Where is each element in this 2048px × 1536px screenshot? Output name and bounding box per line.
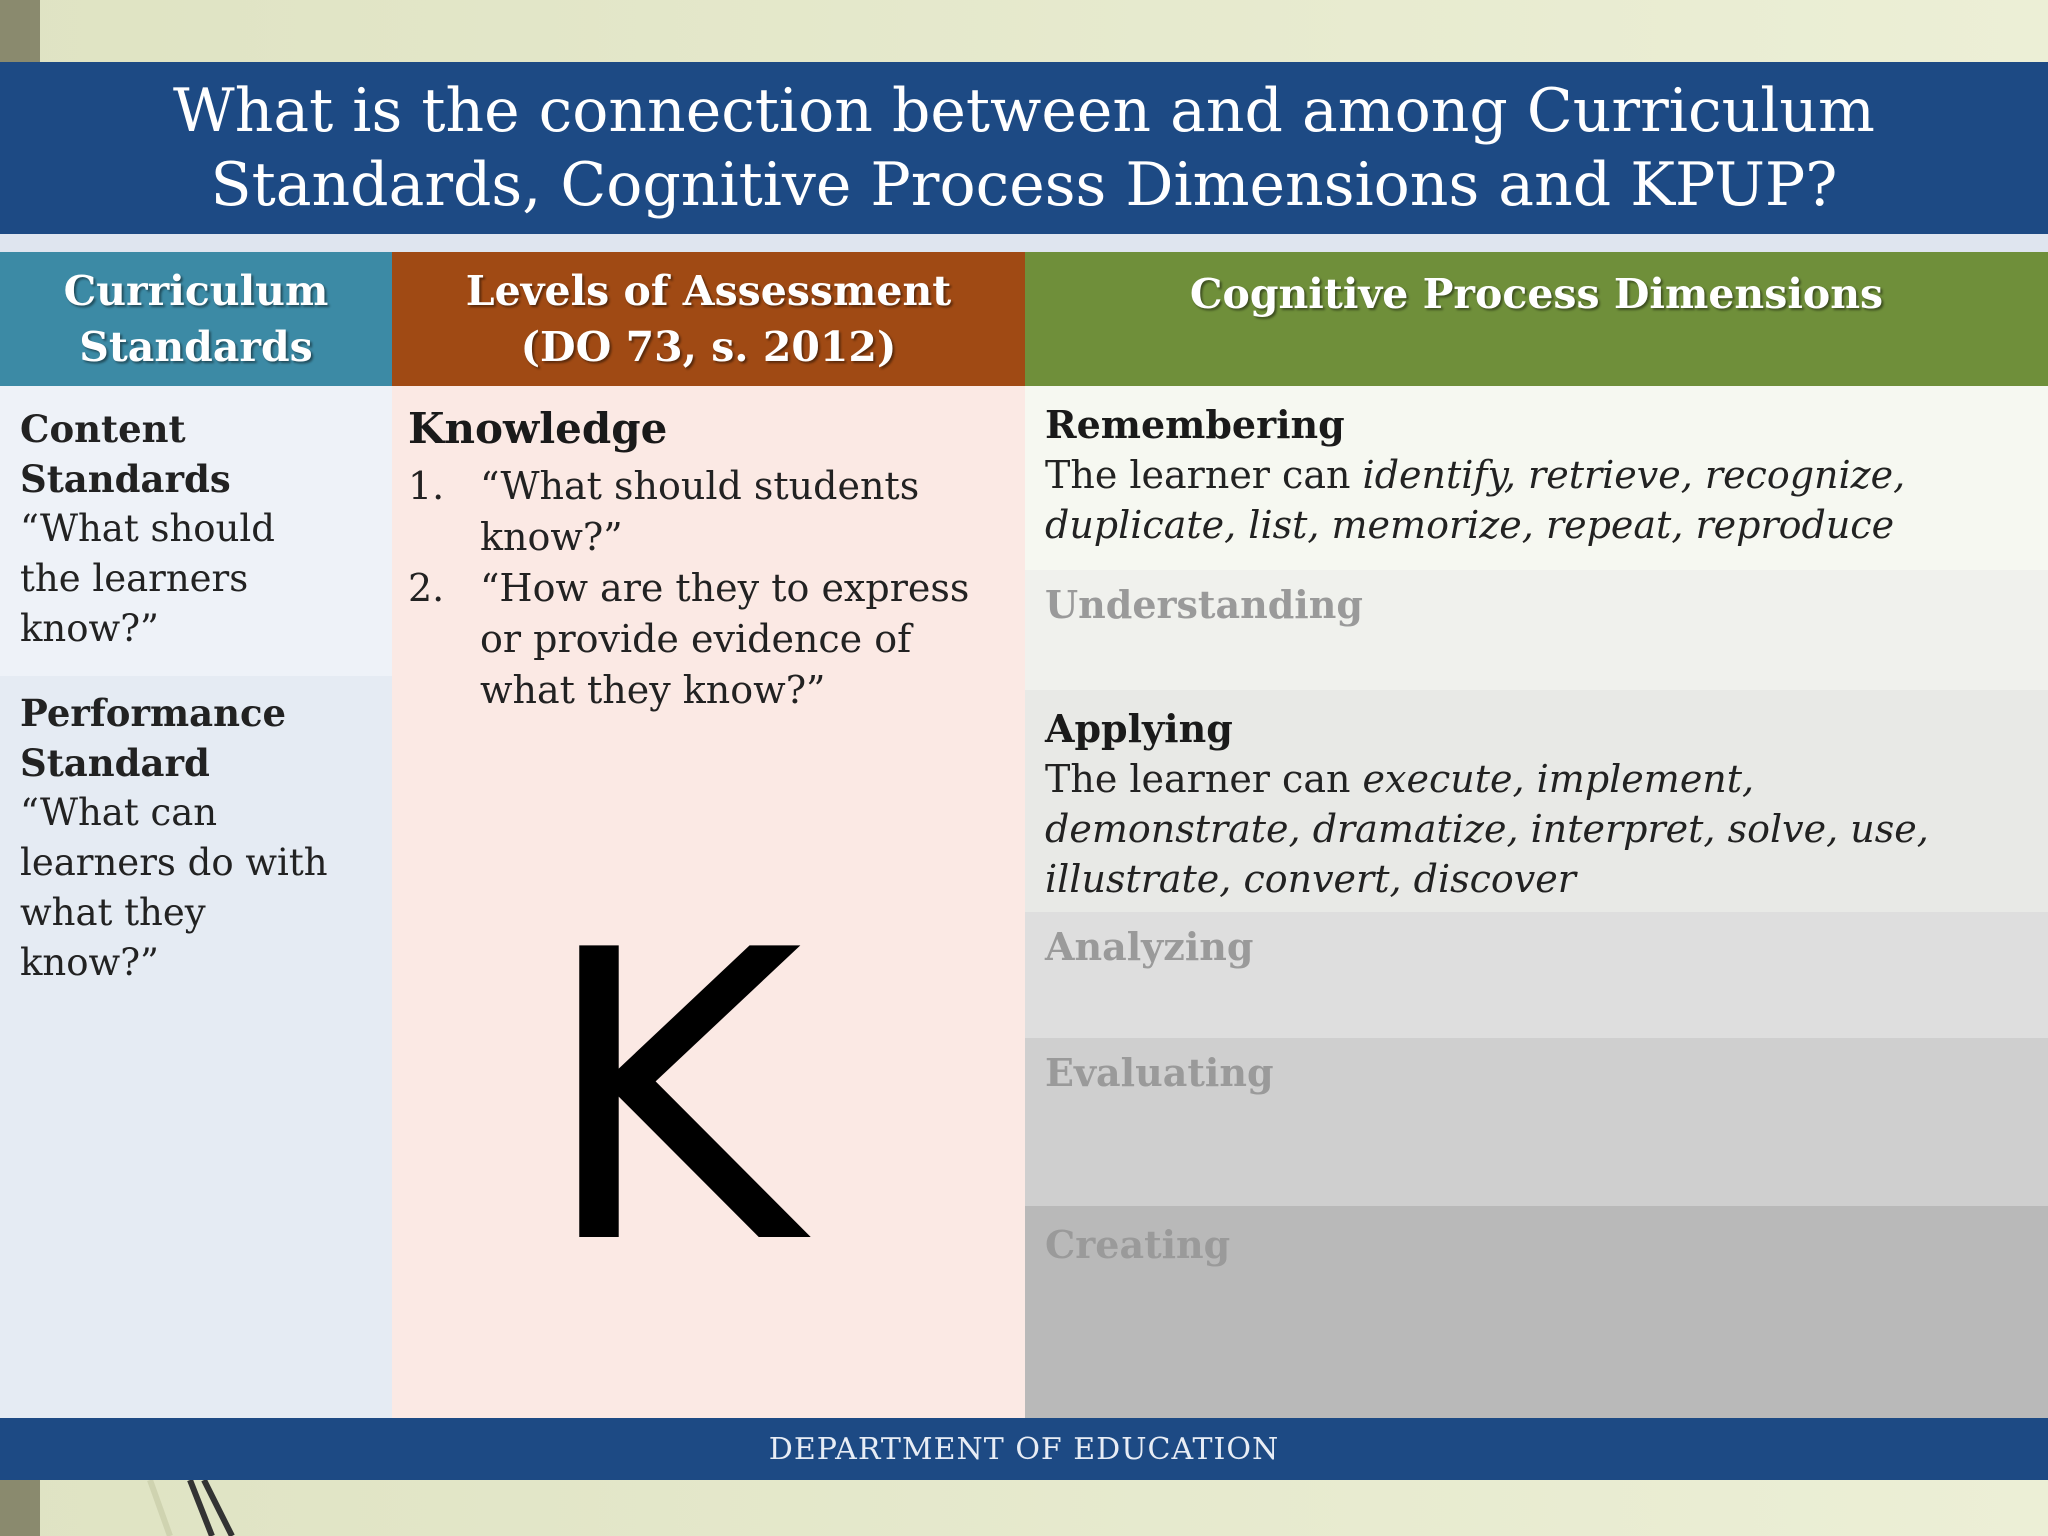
cpd-remembering-prefix: The learner can — [1045, 453, 1363, 497]
performance-standard-question-1: “What can — [20, 791, 218, 834]
list-item-number: 1. — [408, 464, 445, 508]
cpd-row-understanding — [1025, 570, 2048, 690]
content-standards-question-2: the learners — [20, 557, 249, 600]
cpd-applying-verbs-2: demonstrate, dramatize, interpret, solve, use, — [1045, 807, 1929, 851]
cpd-row-applying — [1025, 690, 2048, 912]
slide-top-band — [0, 0, 2048, 62]
cpd-remembering-title: Remembering — [1045, 402, 1345, 447]
header-curriculum-standards — [0, 252, 392, 386]
performance-standard-title-1: Performance — [20, 691, 287, 735]
list-item-number: 2. — [408, 566, 445, 610]
title-line-1: What is the connection between and among Curriculum — [173, 76, 1875, 146]
header-assessment-line-2: (DO 73, s. 2012) — [520, 323, 897, 371]
cpd-applying-verbs-1: execute, implement, — [1362, 757, 1755, 801]
slide-title — [173, 74, 1875, 222]
title-bar — [0, 62, 2048, 234]
performance-standard-block — [20, 688, 328, 988]
slide-bottom-band — [0, 1480, 2048, 1536]
cpd-analyzing-title: Analyzing — [1045, 924, 1254, 969]
header-cpd-label: Cognitive Process Dimensions — [1189, 270, 1884, 318]
footer-bar — [0, 1418, 2048, 1480]
big-letter-k: K — [540, 867, 803, 1332]
cpd-row-evaluating — [1025, 1038, 2048, 1206]
cpd-understanding-title: Understanding — [1045, 582, 1363, 627]
cpd-remembering-verbs-2: duplicate, list, memorize, repeat, reproduce — [1045, 503, 1895, 547]
cpd-applying-verbs-3: illustrate, convert, discover — [1045, 857, 1576, 901]
content-standards-cell — [0, 386, 392, 676]
decorative-slashes-icon — [140, 1480, 280, 1536]
footer-label: DEPARTMENT OF EDUCATION — [768, 1431, 1280, 1467]
content-standards-title-1: Content — [20, 407, 186, 451]
cpd-remembering-desc — [1045, 450, 2048, 550]
corner-accent-bottom — [0, 1480, 40, 1536]
header-curriculum-line-1: Curriculum — [63, 267, 329, 315]
header-assessment-line-1: Levels of Assessment — [465, 267, 952, 315]
cpd-creating-title: Creating — [1045, 1222, 1231, 1267]
content-standards-title-2: Standards — [20, 457, 231, 501]
header-curriculum-line-2: Standards — [79, 323, 313, 371]
cpd-applying-desc — [1045, 754, 2048, 904]
cpd-row-remembering — [1025, 386, 2048, 570]
list-item-text: “What should students know?” — [480, 464, 920, 559]
title-separator — [0, 234, 2048, 252]
header-levels-of-assessment — [392, 252, 1025, 386]
performance-standard-question-2: learners do with — [20, 841, 328, 884]
content-standards-question-3: know?” — [20, 607, 159, 650]
header-cognitive-process-dimensions — [1025, 252, 2048, 386]
assessment-level-knowledge: Knowledge — [408, 404, 668, 453]
cpd-applying-title: Applying — [1045, 706, 1233, 751]
list-item — [408, 461, 1008, 563]
content-standards-block — [20, 404, 275, 654]
assessment-question-list — [408, 461, 1008, 716]
title-line-2: Standards, Cognitive Process Dimensions and KPUP? — [210, 150, 1838, 220]
performance-standard-question-3: what they — [20, 891, 206, 934]
performance-standard-cell — [0, 676, 392, 1418]
cpd-applying-prefix: The learner can — [1045, 757, 1363, 801]
performance-standard-question-4: know?” — [20, 941, 159, 984]
performance-standard-title-2: Standard — [20, 741, 210, 785]
cpd-row-analyzing — [1025, 912, 2048, 1038]
list-item-text: “How are they to express or provide evidence of what they know?” — [480, 566, 970, 712]
list-item — [408, 563, 1008, 716]
corner-accent-top — [0, 0, 40, 62]
cpd-remembering-verbs-1: identify, retrieve, recognize, — [1362, 453, 1906, 497]
cpd-evaluating-title: Evaluating — [1045, 1050, 1274, 1095]
cpd-row-creating — [1025, 1206, 2048, 1418]
content-standards-question-1: “What should — [20, 507, 275, 550]
